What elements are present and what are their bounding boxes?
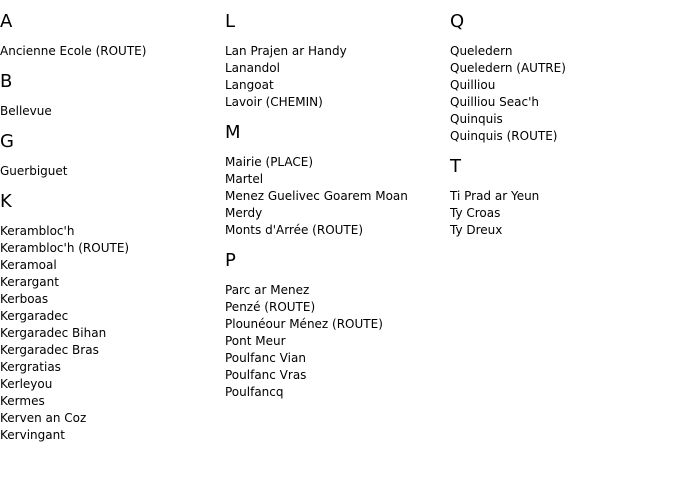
street-link[interactable]: Monts d'Arrée (ROUTE) bbox=[225, 223, 364, 237]
list-item bbox=[225, 384, 447, 401]
street-link[interactable]: Ancienne Ecole (ROUTE) bbox=[0, 44, 147, 58]
list-item bbox=[0, 291, 222, 308]
street-list bbox=[0, 43, 222, 60]
street-link[interactable]: Kerambloc'h (ROUTE) bbox=[0, 241, 130, 255]
list-item bbox=[0, 257, 222, 274]
letter-group bbox=[450, 12, 672, 145]
letter-heading: K bbox=[0, 191, 12, 212]
street-link[interactable]: Guerbiguet bbox=[0, 164, 68, 178]
list-item bbox=[450, 94, 672, 111]
street-link[interactable]: Queledern bbox=[450, 44, 513, 58]
street-link[interactable]: Kerboas bbox=[0, 292, 49, 306]
street-link[interactable]: Ty Dreux bbox=[450, 223, 503, 237]
letter-group bbox=[225, 123, 447, 239]
letter-heading: A bbox=[0, 11, 13, 32]
street-link[interactable]: Mairie (PLACE) bbox=[225, 155, 314, 169]
list-item bbox=[450, 77, 672, 94]
list-item bbox=[225, 222, 447, 239]
list-item bbox=[450, 205, 672, 222]
letter-heading: P bbox=[225, 250, 236, 271]
list-item bbox=[0, 342, 222, 359]
letter-heading: M bbox=[225, 122, 241, 143]
list-item bbox=[0, 376, 222, 393]
street-link[interactable]: Kerambloc'h bbox=[0, 224, 75, 238]
list-item bbox=[225, 367, 447, 384]
list-item bbox=[450, 43, 672, 60]
street-link[interactable]: Bellevue bbox=[0, 104, 52, 118]
street-index-column-2 bbox=[225, 0, 447, 412]
letter-group bbox=[225, 251, 447, 401]
street-link[interactable]: Keramoal bbox=[0, 258, 57, 272]
letter-group bbox=[0, 72, 222, 120]
street-link[interactable]: Menez Guelivec Goarem Moan bbox=[225, 189, 408, 203]
street-link[interactable]: Merdy bbox=[225, 206, 263, 220]
list-item bbox=[450, 111, 672, 128]
list-item bbox=[0, 103, 222, 120]
street-index-column-3 bbox=[450, 0, 672, 250]
list-item bbox=[0, 359, 222, 376]
list-item bbox=[225, 333, 447, 350]
street-link[interactable]: Kerleyou bbox=[0, 377, 53, 391]
list-item bbox=[0, 274, 222, 291]
street-link[interactable]: Penzé (ROUTE) bbox=[225, 300, 316, 314]
list-item bbox=[0, 427, 222, 444]
street-link[interactable]: Quinquis (ROUTE) bbox=[450, 129, 558, 143]
letter-group bbox=[0, 12, 222, 60]
street-link[interactable]: Poulfanc Vian bbox=[225, 351, 306, 365]
list-item bbox=[225, 299, 447, 316]
street-link[interactable]: Kergaradec Bihan bbox=[0, 326, 107, 340]
list-item bbox=[0, 325, 222, 342]
street-link[interactable]: Poulfancq bbox=[225, 385, 284, 399]
street-link[interactable]: Ti Prad ar Yeun bbox=[450, 189, 540, 203]
street-link[interactable]: Plounéour Ménez (ROUTE) bbox=[225, 317, 383, 331]
street-link[interactable]: Ty Croas bbox=[450, 206, 501, 220]
street-list bbox=[225, 154, 447, 239]
street-link[interactable]: Queledern (AUTRE) bbox=[450, 61, 566, 75]
letter-heading: T bbox=[450, 156, 461, 177]
street-link[interactable]: Lan Prajen ar Handy bbox=[225, 44, 347, 58]
street-link[interactable]: Langoat bbox=[225, 78, 274, 92]
street-list bbox=[225, 282, 447, 401]
letter-heading: Q bbox=[450, 11, 465, 32]
street-list bbox=[0, 103, 222, 120]
street-link[interactable]: Kervingant bbox=[0, 428, 65, 442]
list-item bbox=[225, 350, 447, 367]
list-item bbox=[225, 282, 447, 299]
list-item bbox=[225, 94, 447, 111]
list-item bbox=[225, 205, 447, 222]
street-link[interactable]: Parc ar Menez bbox=[225, 283, 310, 297]
street-link[interactable]: Martel bbox=[225, 172, 264, 186]
list-item bbox=[225, 171, 447, 188]
letter-group bbox=[0, 132, 222, 180]
list-item bbox=[225, 43, 447, 60]
list-item bbox=[0, 393, 222, 410]
list-item bbox=[0, 240, 222, 257]
list-item bbox=[0, 163, 222, 180]
letter-heading: L bbox=[225, 11, 236, 32]
letter-heading: G bbox=[0, 131, 14, 152]
street-link[interactable]: Quilliou Seac'h bbox=[450, 95, 540, 109]
street-link[interactable]: Kerargant bbox=[0, 275, 59, 289]
street-link[interactable]: Lanandol bbox=[225, 61, 280, 75]
street-link[interactable]: Quinquis bbox=[450, 112, 503, 126]
list-item bbox=[225, 154, 447, 171]
letter-group bbox=[0, 192, 222, 444]
list-item bbox=[0, 223, 222, 240]
list-item bbox=[225, 77, 447, 94]
list-item bbox=[450, 128, 672, 145]
street-link[interactable]: Kerven an Coz bbox=[0, 411, 87, 425]
street-list bbox=[225, 43, 447, 111]
street-list bbox=[450, 43, 672, 145]
list-item bbox=[0, 308, 222, 325]
street-list bbox=[450, 188, 672, 239]
street-list bbox=[0, 223, 222, 444]
letter-group bbox=[450, 157, 672, 239]
street-link[interactable]: Quilliou bbox=[450, 78, 496, 92]
street-index-column-1 bbox=[0, 0, 222, 455]
street-link[interactable]: Kergratias bbox=[0, 360, 61, 374]
list-item bbox=[225, 188, 447, 205]
list-item bbox=[450, 188, 672, 205]
list-item bbox=[225, 60, 447, 77]
letter-group bbox=[225, 12, 447, 111]
street-link[interactable]: Kergaradec bbox=[0, 309, 69, 323]
street-link[interactable]: Pont Meur bbox=[225, 334, 286, 348]
list-item bbox=[450, 222, 672, 239]
list-item bbox=[225, 316, 447, 333]
street-list bbox=[0, 163, 222, 180]
list-item bbox=[0, 410, 222, 427]
street-link[interactable]: Lavoir (CHEMIN) bbox=[225, 95, 323, 109]
list-item bbox=[450, 60, 672, 77]
street-link[interactable]: Kergaradec Bras bbox=[0, 343, 99, 357]
letter-heading: B bbox=[0, 71, 13, 92]
street-link[interactable]: Poulfanc Vras bbox=[225, 368, 307, 382]
street-link[interactable]: Kermes bbox=[0, 394, 45, 408]
list-item bbox=[0, 43, 222, 60]
